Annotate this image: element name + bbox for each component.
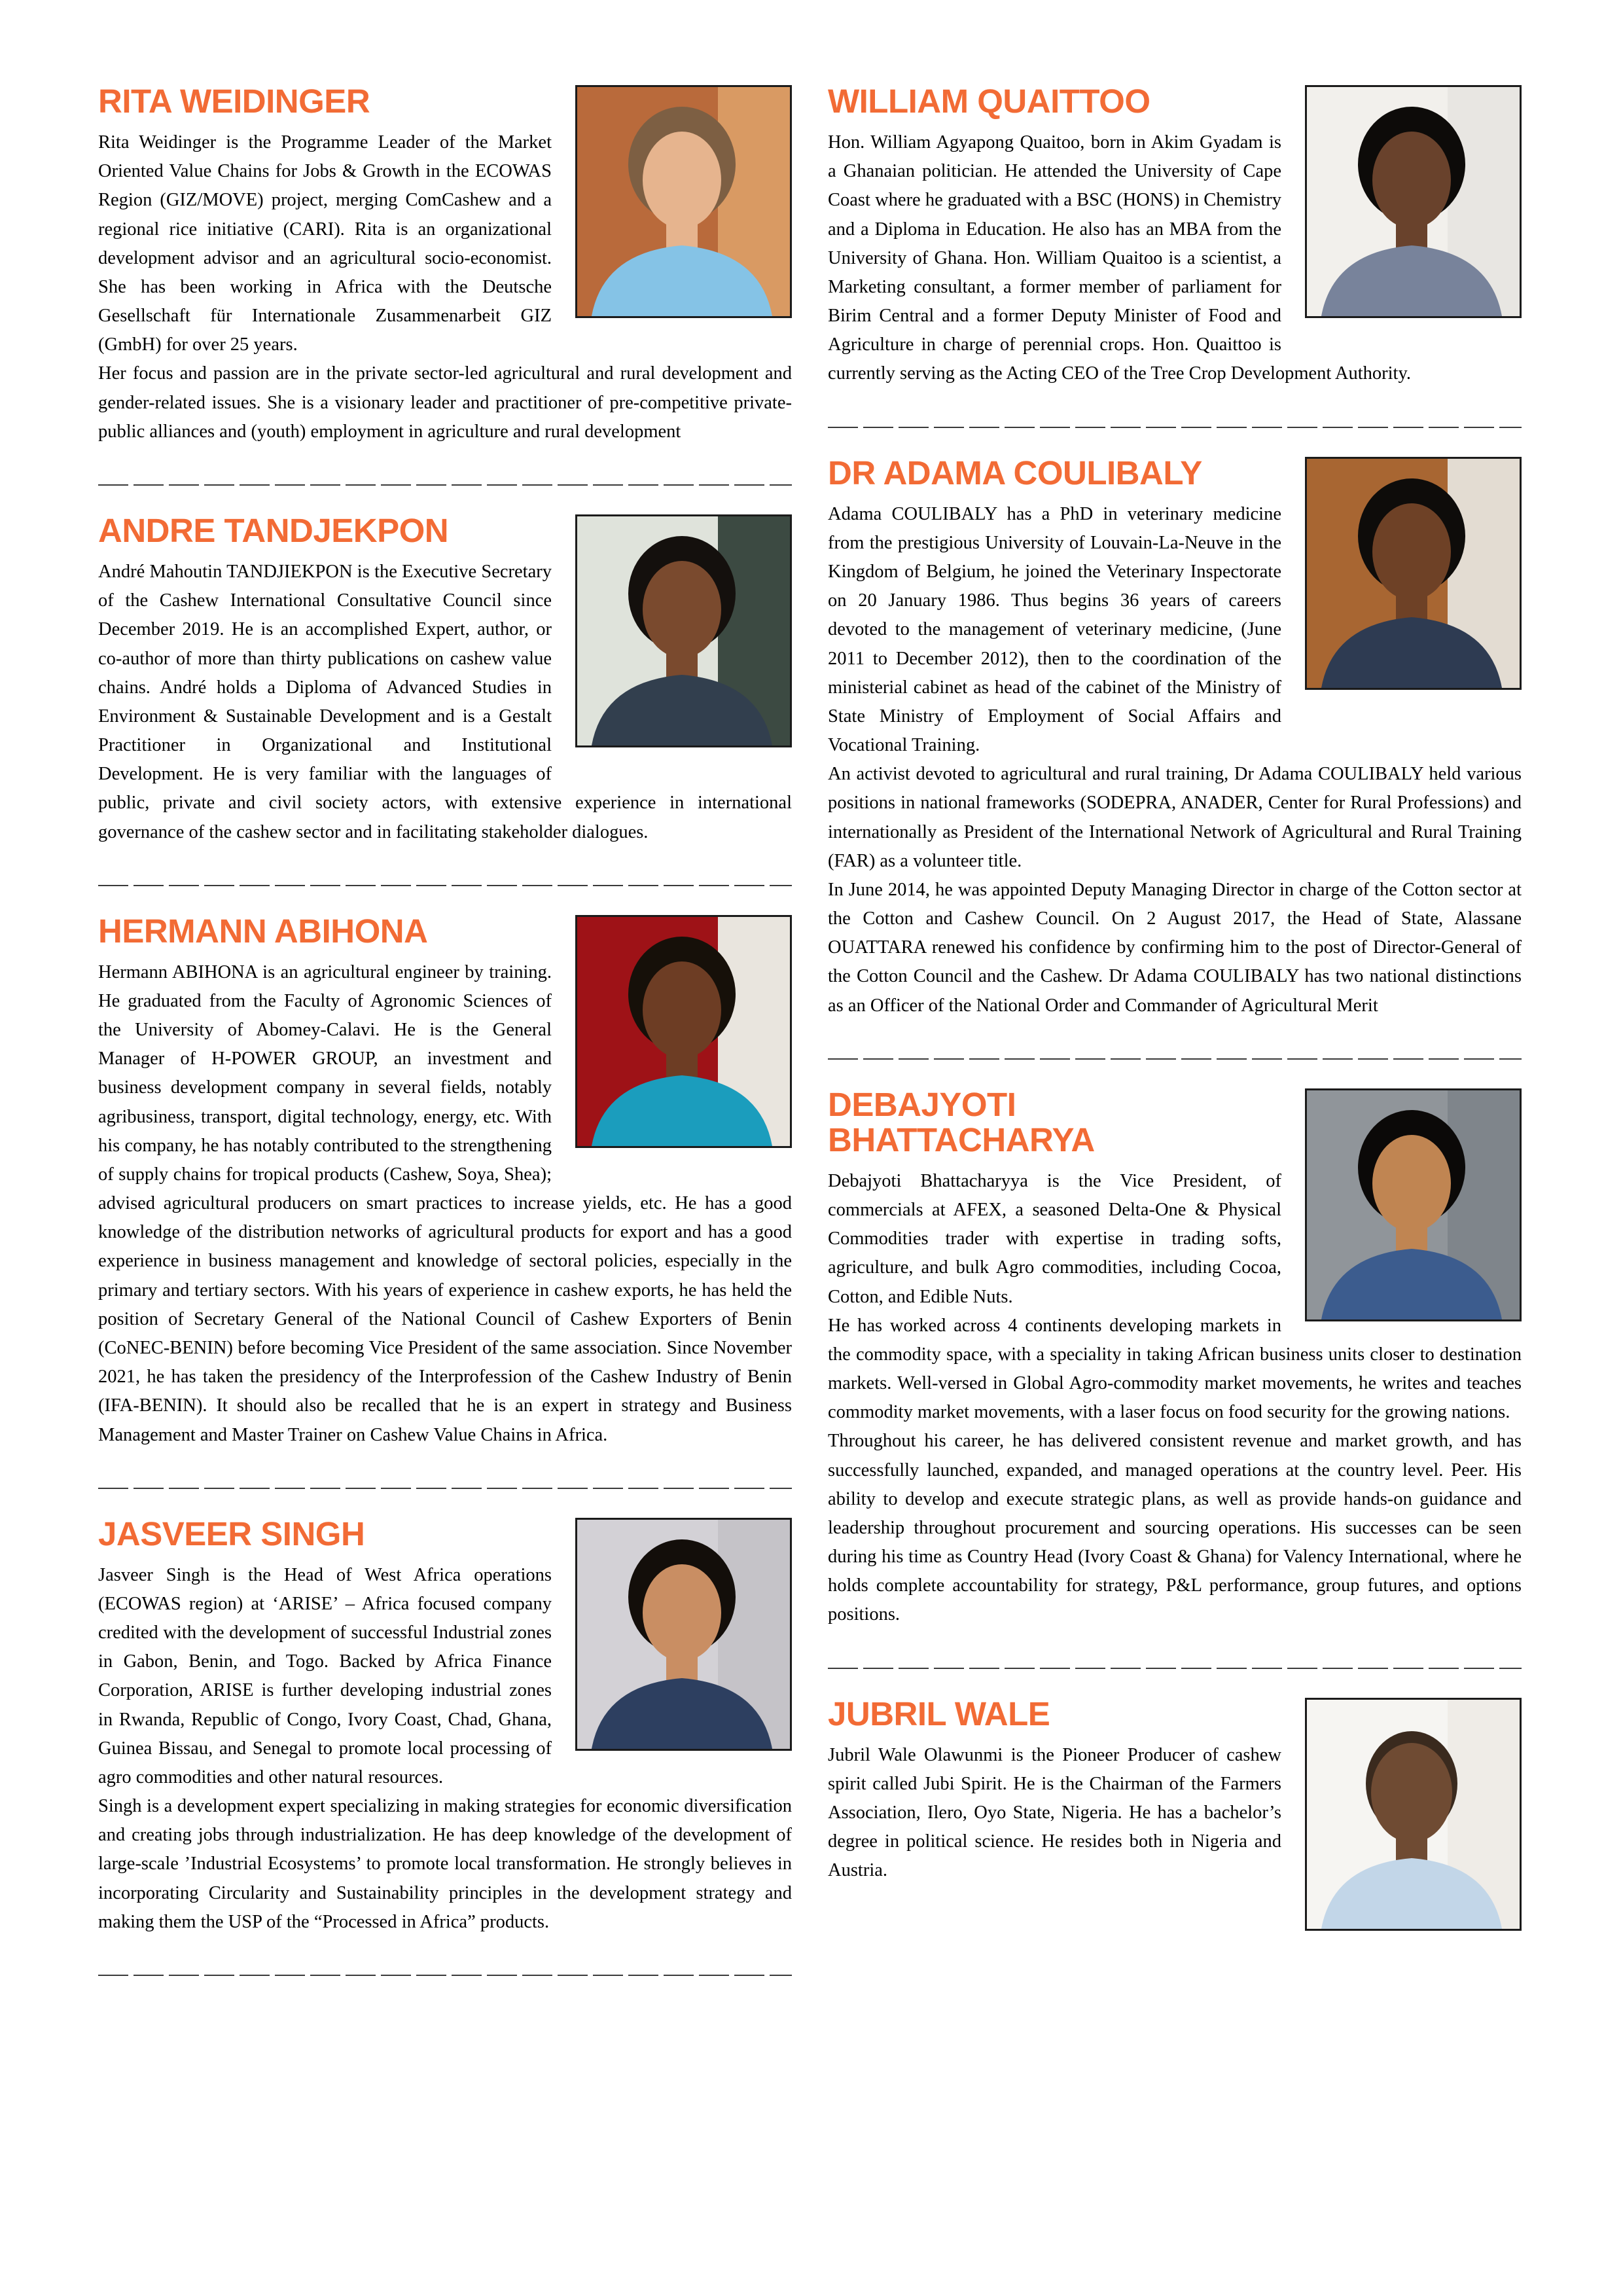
section-divider [828,427,1522,428]
bio-paragraph: Singh is a development expert specializing in making strategies for economic diversification and creating jobs through industrialization. He has deep knowledge of the development of large-scale ’Industrial Ecosystems’ to promote local transformation. He strongly believes in incorporating Circularity and Sustainability principles in the development strategy and making them the USP of the “Processed in Africa” products. [98,1796,792,1932]
bio-section-dr-adama-coulibaly [828,456,1522,1020]
bio-paragraph: Jasveer Singh is the Head of West Africa operations (ECOWAS region) at ‘ARISE’ – Africa focused company credited with the development of successful Industrial zones in Gabon, Benin, and Togo. Backed by Africa Finance Corporation, ARISE is further developing industrial zones in Rwanda, Republic of Congo, Ivory Coast, Chad, Ghana, Guinea Bissau, and Senegal to promote local processing of agro commodities and other natural resources. [98,1564,552,1787]
portrait-photo-dr-adama-coulibaly [1305,457,1522,690]
section-divider [98,484,792,486]
bio-paragraph: Hon. William Agyapong Quaitoo, born in Akim Gyadam is a Ghanaian politician. He attended the University of Cape Coast where he graduated with a BSC (HONS) in Chemistry and a Diploma in Education. He also has an MBA from the University of Ghana. Hon. William Quaitoo is a scientist, a Marketing consultant, a former member of parliament for Birim Central and a former Deputy Minister of Food and Agriculture in charge of perennial crops. Hon. Quaittoo is currently serving as the Acting CEO of the Tree Crop Development Authority. [828,132,1412,384]
portrait-placeholder-image [1307,459,1520,688]
section-divider [98,885,792,886]
portrait-photo-rita-weidinger [575,85,792,318]
person-name: ANDRE TANDJEKPON [98,511,449,549]
person-name: JASVEER SINGH [98,1515,365,1552]
portrait-placeholder-image [577,917,790,1146]
person-name: HERMANN ABIHONA [98,912,428,950]
person-name: JUBRIL WALE [828,1695,1050,1732]
bio-paragraph: Hermann ABIHONA is an agricultural engineer by training. He graduated from the Faculty of Agronomic Sciences of the University of Abomey-Calavi. He is the General Manager of H-POWER GROUP, an investment and business development company in several fields, notably agribusiness, transport, digital technology, energy, etc. With his company, he has notably contributed to the strengthening of supply chains for tropical products (Cashew, Soya, Shea); advised agricultural producers on smart practices to increase yields, etc. He has a good knowledge of the distribution networks of agricultural products for export and has a good experience in business management and knowledge of sectoral policies, especially in the primary and tertiary sectors. With his years of experience in cashew exports, he has held the position of Secretary General of the National Council of Cashew Exporters of Benin (CoNEC-BENIN) before becoming Vice President of the same association. Since November 2021, he has taken the presidency of the Interprofession of the Cashew Industry of Benin (IFA-BENIN). It should also be recalled that he is an expert in strategy and Business Management and Master Trainer on Cashew Value Chains in Africa. [98,961,792,1445]
portrait-placeholder-image [577,516,790,745]
section-divider [98,1488,792,1489]
portrait-placeholder-image [577,87,790,316]
person-name: DEBAJYOTI BHATTACHARYA [828,1085,1095,1158]
bio-section-jasveer-singh [98,1516,792,1937]
bio-paragraph: In June 2014, he was appointed Deputy Managing Director in charge of the Cotton sector at the Cotton and Cashew Council. On 2 August 2017, the Head of State, Alassane OUATTARA renewed his confidence by confirming him to the post of Director-General of the Cotton Council and the Cashew. Dr Adama COULIBALY has two national distinctions as an Officer of the National Order and Commander of Agricultural Merit [828,879,1522,1016]
bio-section-william-quaittoo [828,84,1522,389]
portrait-placeholder-image [1307,1090,1520,1319]
section-divider [98,1975,792,1976]
portrait-placeholder-image [577,1520,790,1749]
bio-paragraph: Adama COULIBALY has a PhD in veterinary medicine from the prestigious University of Louvain-La-Neuve in the Kingdom of Belgium, he joined the Veterinary Inspectorate on 20 January 1986. Thus begins 36 years of careers devoted to the management of veterinary medicine, (June 2011 to December 2012), then to the coordination of the ministerial cabinet as head of the cabinet of the Ministry of State Ministry of Employment of Social Affairs and Vocational Training. [828,503,1281,756]
bio-paragraph: Her focus and passion are in the private sector-led agricultural and rural development and gender-related issues. She is a visionary leader and practitioner of pre-competitive private-public alliances and (youth) employment in agriculture and rural development [98,363,792,442]
bio-section-debajyoti-bhattacharya [828,1087,1522,1630]
bio-paragraph: Jubril Wale Olawunmi is the Pioneer Producer of cashew spirit called Jubi Spirit. He is the Chairman of the Farmers Association, Ilero, Oyo State, Nigeria. He has a bachelor’s degree in political science. He resides both in Nigeria and Austria. [828,1744,1281,1881]
bio-section-rita-weidinger [98,84,792,446]
portrait-photo-hermann-abihona [575,915,792,1148]
portrait-photo-jasveer-singh [575,1518,792,1751]
bio-section-andre-tandjekpon [98,513,792,847]
portrait-placeholder-image [1307,1700,1520,1929]
person-name: RITA WEIDINGER [98,82,370,120]
portrait-photo-andre-tandjekpon [575,514,792,747]
portrait-photo-jubril-wale [1305,1698,1522,1931]
person-name: WILLIAM QUAITTOO [828,82,1150,120]
portrait-photo-william-quaittoo [1305,85,1522,318]
bio-paragraph: Debajyoti Bhattacharyya is the Vice President, of commercials at AFEX, a seasoned Delta-One & Physical Commodities trader with expertise in trading softs, agriculture, and bulk Agro commodities, including Cocoa, Cotton, and Edible Nuts. [828,1170,1281,1307]
bio-paragraph: Throughout his career, he has delivered consistent revenue and market growth, and has successfully launched, expanded, and managed operations at the country level. Peer. His ability to develop and execute strategic plans, as well as provide hands-on guidance and leadership throughout procurement and sourcing operations. His successes can be seen during his time as Country Head (Ivory Coast & Ghana) for Valency International, where he holds complete accountability for strategy, P&L performance, group futures, and options positions. [828,1431,1522,1625]
right-column [828,84,1522,2257]
portrait-photo-debajyoti-bhattacharya [1305,1088,1522,1321]
portrait-placeholder-image [1307,87,1520,316]
bio-section-jubril-wale [828,1696,1522,1944]
bio-paragraph: An activist devoted to agricultural and rural training, Dr Adama COULIBALY held various positions in national frameworks (SODEPRA, ANADER, Center for Rural Professions) and internationally as President of the International Network of Agricultural and Rural Training (FAR) as a volunteer title. [828,764,1522,871]
bio-paragraph: He has worked across 4 continents developing markets in the commodity space, with a speciality in taking African business units closer to destination markets. Well-versed in Global Agro-commodity market movements, he writes and teaches commodity market movements, with a laser focus on food security for the growing nations. [828,1315,1522,1423]
bio-paragraph: André Mahoutin TANDJIEKPON is the Executive Secretary of the Cashew International Consultative Council since December 2019. He is an accomplished Expert, author, or co-author of more than thirty publications on cashew value chains. André holds a Diploma of Advanced Studies in Environment & Sustainable Development and is a Gestalt Practitioner in Organizational and Institutional Development. He is very familiar with the languages of public, private and civil society actors, with extensive experience in international governance of the cashew sector and in facilitating stakeholder dialogues. [98,561,792,842]
person-name: DR ADAMA COULIBALY [828,454,1202,492]
section-divider [828,1058,1522,1060]
section-divider [828,1668,1522,1669]
bio-section-hermann-abihona [98,914,792,1450]
left-column [98,84,792,2257]
bio-paragraph: Rita Weidinger is the Programme Leader of the Market Oriented Value Chains for Jobs & Growth in the ECOWAS Region (GIZ/MOVE) project, merging ComCashew and a regional rice initiative (CARI). Rita is an organizational development advisor and an agricultural socio-economist. She has been working in Africa with the Deutsche Gesellschaft für Internationale Zusammenarbeit GIZ (GmbH) for over 25 years. [98,132,552,355]
